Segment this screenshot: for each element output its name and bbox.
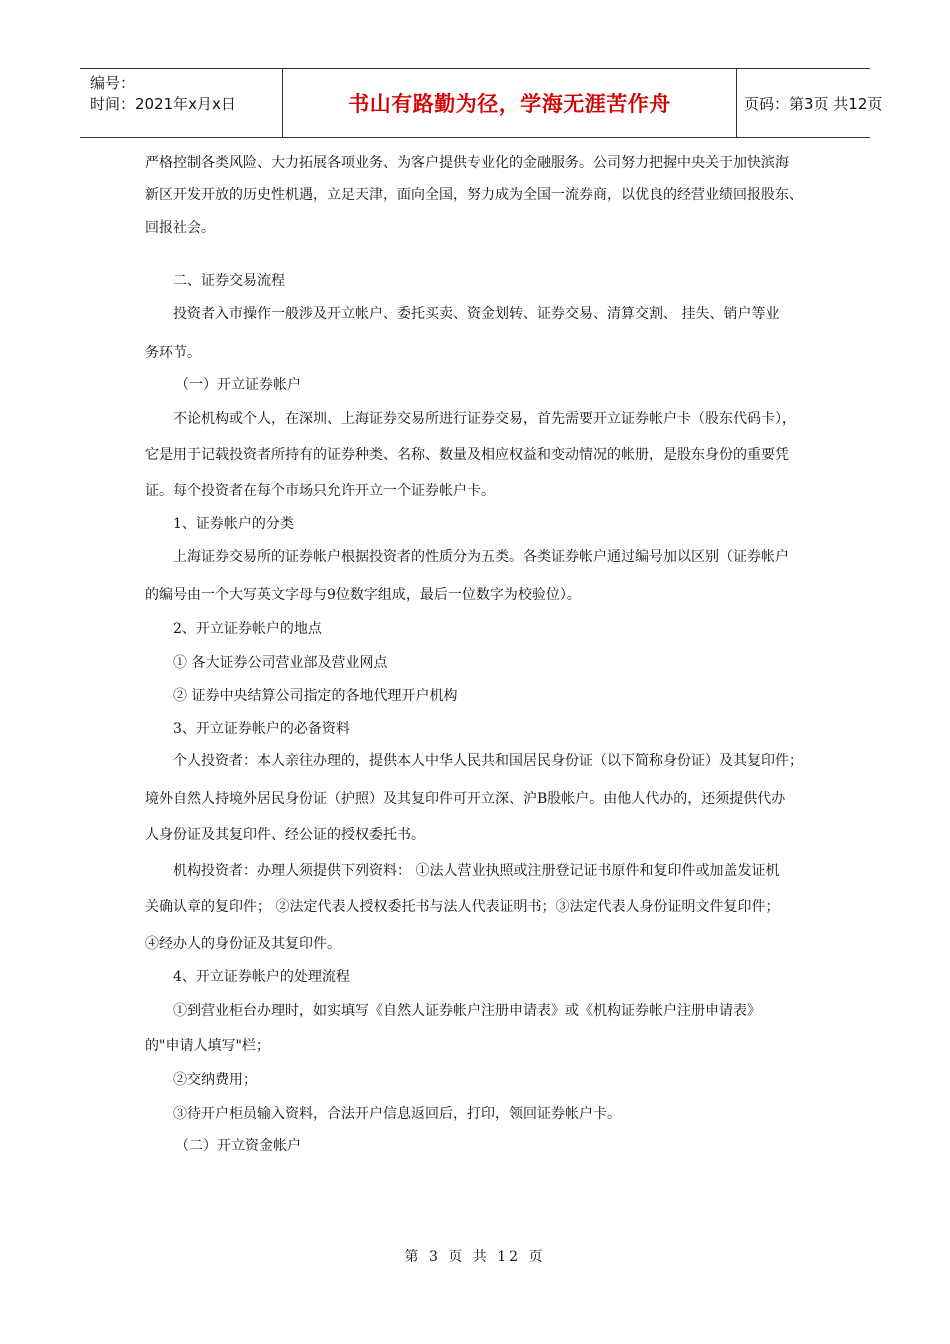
item-heading: 3、开立证券帐户的必备资料	[173, 721, 350, 737]
item-heading: 2、开立证券帐户的地点	[173, 621, 322, 637]
page-header	[80, 68, 883, 138]
list-item: ②交纳费用；	[173, 1072, 257, 1088]
body-line: ④经办人的身份证及其复印件。	[145, 936, 341, 952]
body-line: ①到营业柜台办理时，如实填写《自然人证券帐户注册申请表》或《机构证券帐户注册申请表》	[173, 1003, 761, 1019]
header-motto: 书山有路勤为径，学海无涯苦作舟	[348, 92, 671, 116]
header-meta	[80, 69, 282, 141]
item-heading: 4、开立证券帐户的处理流程	[173, 969, 350, 985]
body-line: 证。每个投资者在每个市场只允许开立一个证券帐户卡。	[145, 483, 495, 499]
body-line: 的"申请人填写"栏；	[145, 1038, 270, 1054]
list-item: ① 各大证券公司营业部及营业网点	[173, 655, 388, 671]
body-line: 它是用于记载投资者所持有的证券种类、名称、数量及相应权益和变动情况的帐册，是股东身份的重要凭	[145, 447, 789, 463]
header-motto-cell	[282, 69, 737, 137]
header-page-number: 页码：第3页 共12页	[744, 94, 883, 113]
body-line: 机构投资者：办理人须提供下列资料： ①法人营业执照或注册登记证书原件和复印件或加盖发证机	[173, 863, 780, 879]
body-line: 投资者入市操作一般涉及开立帐户、委托买卖、资金划转、证券交易、清算交割、 挂失、销户等业	[173, 306, 780, 322]
body-line: 不论机构或个人，在深圳、上海证券交易所进行证券交易，首先需要开立证券帐户卡（股东代码卡），	[173, 411, 796, 427]
body-line: 上海证券交易所的证券帐户根据投资者的性质分为五类。各类证券帐户通过编号加以区别（证券帐户	[173, 549, 789, 565]
subsection-heading: （一）开立证券帐户	[175, 377, 301, 393]
item-heading: 1、证券帐户的分类	[173, 516, 294, 532]
section-heading: 二、证券交易流程	[173, 273, 285, 289]
page-footer: 第 3 页 共 12 页	[404, 1249, 546, 1265]
list-item: ② 证券中央结算公司指定的各地代理开户机构	[173, 688, 458, 704]
subsection-heading: （二）开立资金帐户	[175, 1138, 301, 1154]
body-line: 严格控制各类风险、大力拓展各项业务、为客户提供专业化的金融服务。公司努力把握中央关于加快滨海	[145, 155, 789, 171]
body-line: 境外自然人持境外居民身份证（护照）及其复印件可开立深、沪B股帐户。由他人代办的，还须提供代办	[145, 791, 786, 807]
document-date-label: 时间：2021年x月x日	[90, 95, 236, 113]
document-number-label: 编号：	[90, 74, 136, 92]
body-line: 的编号由一个大写英文字母与9位数字组成，最后一位数字为校验位）。	[145, 587, 581, 603]
body-line: 回报社会。	[145, 220, 215, 236]
body-line: 关确认章的复印件； ②法定代表人授权委托书与法人代表证明书；③法定代表人身份证明文件复印件；	[145, 899, 780, 915]
body-line: 务环节。	[145, 345, 201, 361]
body-line: 个人投资者：本人亲往办理的，提供本人中华人民共和国居民身份证（以下简称身份证）及其复印件；	[173, 753, 803, 769]
body-line: 新区开发开放的历史性机遇，立足天津，面向全国，努力成为全国一流券商，以优良的经营业绩回报股东、	[145, 187, 803, 203]
body-line: 人身份证及其复印件、经公证的授权委托书。	[145, 827, 425, 843]
list-item: ③待开户柜员输入资料，合法开户信息返回后，打印，领回证券帐户卡。	[173, 1106, 621, 1122]
